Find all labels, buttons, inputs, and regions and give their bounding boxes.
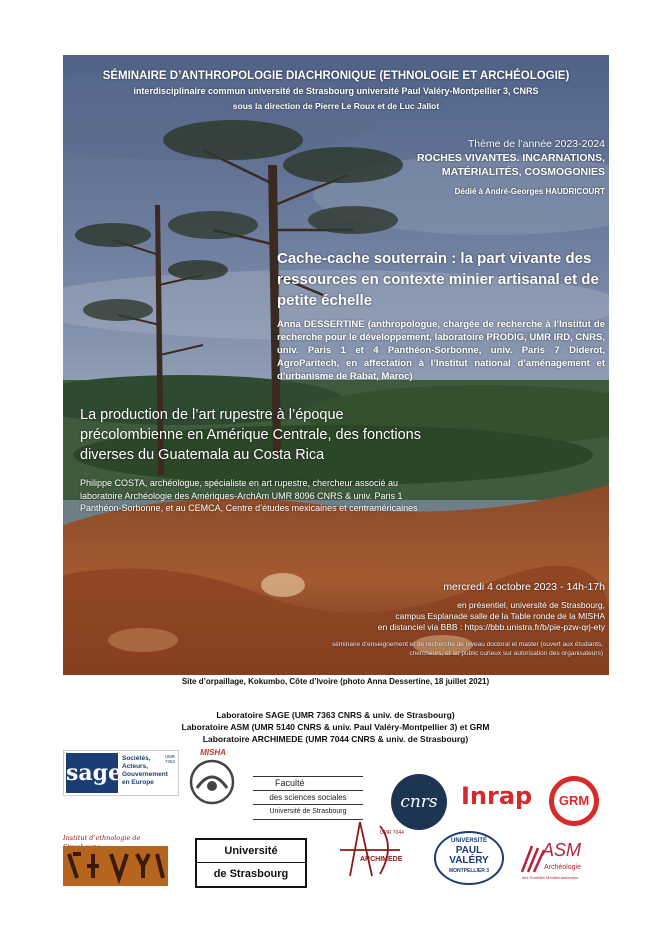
talk2-speaker: Philippe COSTA, archéologue, spécialiste en art rupestre, chercheur associé au laboratoire Archéologie des Amériques-ArchAm UMR 8096 CNRS & univ. Paris 1 Panthéon-Sorbonne, et au CEMCA, Centre d’études mexicaines et centraméricaines xyxy=(80,478,418,513)
venue-line-3: en distanciel via BBB : https://bbb.unistra.fr/b/pie-pzw-qrj-ety xyxy=(377,622,605,632)
dedication: Dédié à André-Georges HAUDRICOURT xyxy=(454,187,605,196)
event-note: séminaire d’enseignement et de recherche de niveau doctoral et master (ouvert aux étudiants, chercheurs, et au public curieux sur autorisation des organisateurs) xyxy=(332,641,603,657)
cnrs-logo: cnrs xyxy=(391,774,447,830)
talk2-title: La production de l’art rupestre à l’époque précolombienne en Amérique Centrale, des fonctions diverses du Guatemala au Costa Rica xyxy=(80,407,421,463)
faculte-logo: Faculté des sciences sociales Université de Strasbourg xyxy=(253,776,365,820)
event-venue xyxy=(303,600,605,633)
inrap-logo: Inrap xyxy=(461,782,533,810)
theme-title-2: MATÉRIALITÉS, COSMOGONIES xyxy=(441,166,605,178)
misha-logo: MISHA xyxy=(185,748,240,808)
venue-line-1: en présentiel, université de Strasbourg, xyxy=(457,600,605,610)
unistra-logo: Université de Strasbourg xyxy=(195,838,307,888)
venue-line-2: campus Esplanade salle de la Table ronde de la MISHA xyxy=(395,611,605,621)
talk1-speaker: Anna DESSERTINE (anthropologue, chargée de recherche à l’Institut de recherche pour le développement, laboratoire PRODIG, UMR IRD, CNRS, univ. Paris 1 et 4 Panthéon-Sorbonne, univ. Paris 7 Diderot, AgroParitech, en affectation à l’Institut national d’aménagement et d’urbanisme de Rabat, Maroc) xyxy=(277,319,605,382)
institut-ethnologie-logo: Institut d’ethnologie de xyxy=(63,834,168,886)
archimede-logo: UMR 7044 ARCHIMEDE xyxy=(330,816,416,880)
asm-logo: ASM Archéologie des Sociétés Méditerranéennes xyxy=(522,840,582,880)
photo-caption: Site d’orpaillage, Kokumbo, Côte d’Ivoire (photo Anna Dessertine, 18 juillet 2021) xyxy=(181,677,490,686)
labs-list xyxy=(0,709,671,745)
event-date: mercredi 4 octobre 2023 - 14h-17h xyxy=(443,581,605,593)
upv-logo: UNIVERSITÉ PAUL VALÉRY MONTPELLIER 3 xyxy=(433,830,505,886)
talk1-title: Cache-cache souterrain : la part vivante des ressources en contexte minier artisanal et de petite échelle xyxy=(277,250,599,309)
lab-line-1: Laboratoire SAGE (UMR 7363 CNRS & univ. de Strasbourg) xyxy=(216,710,455,720)
lab-line-2: Laboratoire ASM (UMR 5140 CNRS & univ. Paul Valéry-Montpellier 3) et GRM xyxy=(181,722,490,732)
theme-title-1: ROCHES VIVANTES. INCARNATIONS, xyxy=(416,152,605,164)
seminar-title: SÉMINAIRE D’ANTHROPOLOGIE DIACHRONIQUE (ETHNOLOGIE ET ARCHÉOLOGIE) xyxy=(102,70,570,82)
lab-line-3: Laboratoire ARCHIMEDE (UMR 7044 CNRS & univ. de Strasbourg) xyxy=(202,734,469,744)
grm-logo: GRM xyxy=(549,776,599,826)
poster xyxy=(63,55,609,675)
theme-year: Thème de l’année 2023-2024 xyxy=(467,138,605,150)
seminar-subtitle: interdisciplinaire commun université de Strasbourg université Paul Valéry-Montpellier 3, CNRS xyxy=(133,86,539,96)
theme-block xyxy=(373,137,605,199)
seminar-direction: sous la direction de Pierre Le Roux et de Luc Jallot xyxy=(232,101,440,111)
sage-logo: sage Sociétés, Acteurs, Gouvernement en Europe UMR 7363 xyxy=(63,750,179,796)
